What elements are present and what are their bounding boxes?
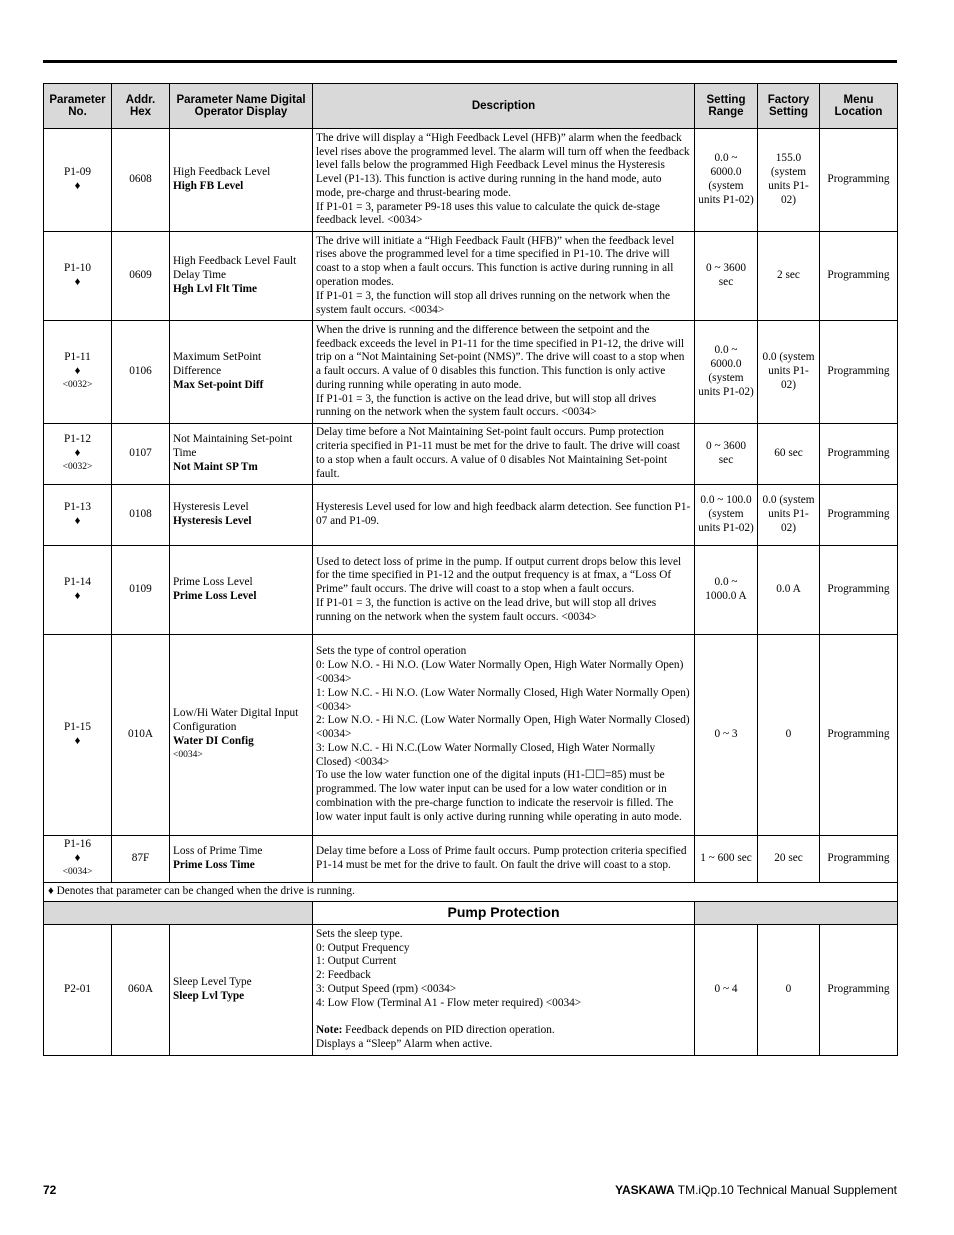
description-line: 3: Output Speed (rpm) <0034> xyxy=(316,982,457,995)
description-cell xyxy=(313,129,695,232)
description-cell xyxy=(313,546,695,635)
param-no-cell xyxy=(44,321,112,424)
factory-setting: 2 sec xyxy=(758,232,820,321)
operator-display: Prime Loss Level xyxy=(173,590,257,602)
param-name-cell xyxy=(170,546,313,635)
param-name-cell xyxy=(170,485,313,546)
description-line: 0: Low N.O. - Hi N.O. (Low Water Normally Open, High Water Normally Open) <0034> xyxy=(316,659,684,685)
param-no: P1-15 xyxy=(64,721,91,734)
run-change-diamond-icon: ♦ xyxy=(74,590,81,602)
section-title: Pump Protection xyxy=(313,901,695,924)
description-line: Displays a “Sleep” Alarm when active. xyxy=(316,1038,493,1051)
addr-hex: 0106 xyxy=(112,321,170,424)
menu-location: Programming xyxy=(820,546,898,635)
menu-location: Programming xyxy=(820,485,898,546)
table-row xyxy=(44,635,898,836)
addr-hex: 87F xyxy=(112,836,170,883)
setting-range: 0 ~ 4 xyxy=(695,924,758,1055)
setting-range: 0.0 ~ 6000.0 (system units P1-02) xyxy=(695,321,758,424)
run-change-diamond-icon: ♦ xyxy=(74,447,81,460)
param-no-cell xyxy=(44,836,112,883)
param-name: Loss of Prime Time xyxy=(173,845,263,858)
param-name: Not Maintaining Set-point Time xyxy=(173,433,293,460)
table-row xyxy=(44,485,898,546)
factory-setting: 0 xyxy=(758,635,820,836)
setting-range: 0 ~ 3600 sec xyxy=(695,232,758,321)
description-cell xyxy=(313,924,695,1055)
description-line: If P1-01 = 3, the function is active on the lead drive, but will stop all drives running on the network when the system fault occurs. <0034> xyxy=(316,596,657,623)
param-name-cell xyxy=(170,129,313,232)
manual-name: TM.iQp.10 Technical Manual Supplement xyxy=(677,1183,897,1197)
description-cell xyxy=(313,836,695,883)
addr-hex: 0608 xyxy=(112,129,170,232)
description-line xyxy=(316,1010,691,1024)
description-line: 0: Output Frequency xyxy=(316,941,410,954)
param-name-cell xyxy=(170,924,313,1055)
addr-hex: 010A xyxy=(112,635,170,836)
description-cell xyxy=(313,232,695,321)
description-line: The drive will initiate a “High Feedback Fault (HFB)” when the feedback level rises above the programmed level for a time specified in P1-10. The drive will coast to a stop when a fault occurs. This function is active during running in all operation modes. xyxy=(316,234,675,288)
table-row xyxy=(44,232,898,321)
factory-setting: 0.0 (system units P1-02) xyxy=(758,485,820,546)
setting-range: 0 ~ 3 xyxy=(695,635,758,836)
menu-location: Programming xyxy=(820,232,898,321)
param-name-cell xyxy=(170,635,313,836)
header-menu-location: Menu Location xyxy=(820,84,898,129)
param-no: P1-13 xyxy=(64,501,91,514)
param-name-cell xyxy=(170,836,313,883)
setting-range: 0.0 ~ 100.0 (system units P1-02) xyxy=(695,485,758,546)
table-row xyxy=(44,546,898,635)
run-change-diamond-icon: ♦ xyxy=(74,852,81,865)
run-change-diamond-icon: ♦ xyxy=(74,735,81,747)
menu-location: Programming xyxy=(820,924,898,1055)
header-description: Description xyxy=(313,84,695,129)
addr-hex: 0609 xyxy=(112,232,170,321)
run-change-diamond-icon: ♦ xyxy=(74,515,81,527)
description-line: Delay time before a Loss of Prime fault occurs. Pump protection criteria specified P1-14 must be met for the drive to fault. On fault the drive will coast to a stop. xyxy=(316,845,687,871)
run-change-diamond-icon: ♦ xyxy=(74,276,81,288)
table-row xyxy=(44,321,898,424)
header-addr-hex: Addr. Hex xyxy=(112,84,170,129)
operator-display: Not Maint SP Tm xyxy=(173,460,258,473)
operator-display: Hysteresis Level xyxy=(173,515,252,527)
setting-range: 0 ~ 3600 sec xyxy=(695,424,758,485)
menu-location: Programming xyxy=(820,321,898,424)
table-row xyxy=(44,836,898,883)
description-line: 3: Low N.C. - Hi N.C.(Low Water Normally Closed, High Water Normally Closed) <0034> xyxy=(316,741,656,768)
factory-setting: 0 xyxy=(758,924,820,1055)
header-setting-range: Setting Range xyxy=(695,84,758,129)
manual-title xyxy=(615,1183,897,1197)
addr-hex: 060A xyxy=(112,924,170,1055)
revision-code: <0032> xyxy=(62,379,93,390)
header-factory-setting: Factory Setting xyxy=(758,84,820,129)
description-line: 4: Low Flow (Terminal A1 - Flow meter required) <0034> xyxy=(316,996,582,1009)
operator-display: Sleep Lvl Type xyxy=(173,989,245,1002)
run-change-diamond-icon: ♦ xyxy=(74,180,81,192)
param-name: High Feedback Level xyxy=(173,166,271,179)
header-param-no: Parameter No. xyxy=(44,84,112,129)
revision-code: <0034> xyxy=(173,749,203,760)
revision-code: <0034> xyxy=(62,866,93,877)
table-header-row xyxy=(44,84,898,129)
description-line: Sets the sleep type. xyxy=(316,927,403,940)
factory-setting: 20 sec xyxy=(758,836,820,883)
table-body-pump-protection xyxy=(44,924,898,1055)
run-change-diamond-icon: ♦ xyxy=(74,365,81,378)
param-name: Low/Hi Water Digital Input Configuration xyxy=(173,707,299,734)
operator-display: High FB Level xyxy=(173,180,244,192)
menu-location: Programming xyxy=(820,424,898,485)
factory-setting: 155.0 (system units P1-02) xyxy=(758,129,820,232)
param-name: Hysteresis Level xyxy=(173,501,249,514)
description-line: To use the low water function one of the digital inputs (H1-☐☐=85) must be programmed. The low water input can be used for a low water condition or in combination with the pre-charge function to indicate the reservoir is filled. The low water input fault is only active during running while operating in auto mode. xyxy=(316,769,682,823)
description-line: Sets the type of control operation xyxy=(316,645,467,658)
section-header-row xyxy=(44,901,898,924)
factory-setting: 60 sec xyxy=(758,424,820,485)
param-no: P1-14 xyxy=(64,576,91,589)
revision-code: <0032> xyxy=(62,461,93,472)
description-line: If P1-01 = 3, the function is active on the lead drive, but will stop all drives running on the network when the system fault occurs. <0034> xyxy=(316,392,657,419)
param-no-cell xyxy=(44,635,112,836)
menu-location: Programming xyxy=(820,635,898,836)
description-line: 2: Feedback xyxy=(316,969,371,982)
param-name: High Feedback Level Fault Delay Time xyxy=(173,255,297,282)
param-name-cell xyxy=(170,232,313,321)
param-no-cell xyxy=(44,924,112,1055)
page-number: 72 xyxy=(43,1183,57,1197)
description-line: Delay time before a Not Maintaining Set-point fault occurs. Pump protection criteria specified in P1-11 must be met for the drive to fault. The drive will coast to a stop when a fault occurs. A value of 0 disables Not Maintaining Set-point fault. xyxy=(316,426,680,480)
param-no-cell xyxy=(44,485,112,546)
description-line: The drive will display a “High Feedback Level (HFB)” alarm when the feedback level rises above the programmed level. The alarm will turn off when the feedback level falls below the programmed High Feedback Level minus the Hysteresis Level (P1-13). This function is active during running in the hand mode, auto mode, pre-charge and thrust-bearing mode. xyxy=(316,131,690,199)
param-no: P1-10 xyxy=(64,262,91,275)
description-line: Used to detect loss of prime in the pump. If output current drops below this level for the time specified in P1-12 and the output frequency is at fmax, a “Loss Of Prime” fault occurs. The drive will coast to a stop when a fault occurs. xyxy=(316,555,682,596)
param-name-cell xyxy=(170,424,313,485)
header-param-name: Parameter Name Digital Operator Display xyxy=(170,84,313,129)
description-line: 1: Output Current xyxy=(316,955,397,968)
parameter-table xyxy=(43,83,898,1056)
section-spacer-right xyxy=(695,901,898,924)
table-body xyxy=(44,129,898,883)
param-no-cell xyxy=(44,546,112,635)
param-no: P1-11 xyxy=(64,351,91,364)
param-no: P1-09 xyxy=(64,166,91,179)
operator-display: Max Set-point Diff xyxy=(173,378,264,391)
description-line: 1: Low N.C. - Hi N.O. (Low Water Normally Closed, High Water Normally Open) <0034> xyxy=(316,686,690,713)
addr-hex: 0109 xyxy=(112,546,170,635)
table-row xyxy=(44,129,898,232)
description-cell xyxy=(313,635,695,836)
menu-location: Programming xyxy=(820,836,898,883)
param-name: Prime Loss Level xyxy=(173,576,253,589)
description-line: 2: Low N.O. - Hi N.C. (Low Water Normally Open, High Water Normally Closed) <0034> xyxy=(316,714,690,741)
running-change-note: ♦ Denotes that parameter can be changed when the drive is running. xyxy=(44,883,898,902)
addr-hex: 0107 xyxy=(112,424,170,485)
description-line: Hysteresis Level used for low and high feedback alarm detection. See function P1-07 and P1-09. xyxy=(316,501,691,527)
param-no: P1-16 xyxy=(64,838,91,851)
note-row xyxy=(44,883,898,902)
param-no: P1-12 xyxy=(64,433,91,446)
param-no-cell xyxy=(44,424,112,485)
section-spacer-left xyxy=(44,901,313,924)
description-cell xyxy=(313,424,695,485)
setting-range: 0.0 ~ 1000.0 A xyxy=(695,546,758,635)
operator-display: Prime Loss Time xyxy=(173,859,255,871)
description-line: Note: Feedback depends on PID direction operation. xyxy=(316,1024,555,1037)
table-row xyxy=(44,924,898,1055)
brand-name: YASKAWA xyxy=(615,1183,675,1197)
setting-range: 0.0 ~ 6000.0 (system units P1-02) xyxy=(695,129,758,232)
description-cell xyxy=(313,321,695,424)
param-name: Sleep Level Type xyxy=(173,976,252,988)
operator-display: Hgh Lvl Flt Time xyxy=(173,282,258,295)
factory-setting: 0.0 A xyxy=(758,546,820,635)
param-no-cell xyxy=(44,129,112,232)
description-cell xyxy=(313,485,695,546)
param-no-cell xyxy=(44,232,112,321)
setting-range: 1 ~ 600 sec xyxy=(695,836,758,883)
factory-setting: 0.0 (system units P1-02) xyxy=(758,321,820,424)
param-no: P2-01 xyxy=(64,982,91,995)
description-line: When the drive is running and the difference between the setpoint and the feedback exceeds the level in P1-11 for the time specified in P1-12, the drive will trip on a “Not Maintaining Set-point (NMS)”. The drive will coast to a stop when a fault occurs. A value of 0 disables this function. This function is only active during running while operating in auto mode. xyxy=(316,323,685,391)
param-name: Maximum SetPoint Difference xyxy=(173,351,262,378)
table-row xyxy=(44,424,898,485)
description-line: If P1-01 = 3, parameter P9-18 uses this value to calculate the quick de-stage feedback level. <0034> xyxy=(316,200,660,227)
description-line: If P1-01 = 3, the function will stop all drives running on the network when the system fault occurs. <0034> xyxy=(316,289,671,316)
operator-display: Water DI Config xyxy=(173,735,254,747)
top-rule xyxy=(43,60,897,63)
menu-location: Programming xyxy=(820,129,898,232)
addr-hex: 0108 xyxy=(112,485,170,546)
param-name-cell xyxy=(170,321,313,424)
